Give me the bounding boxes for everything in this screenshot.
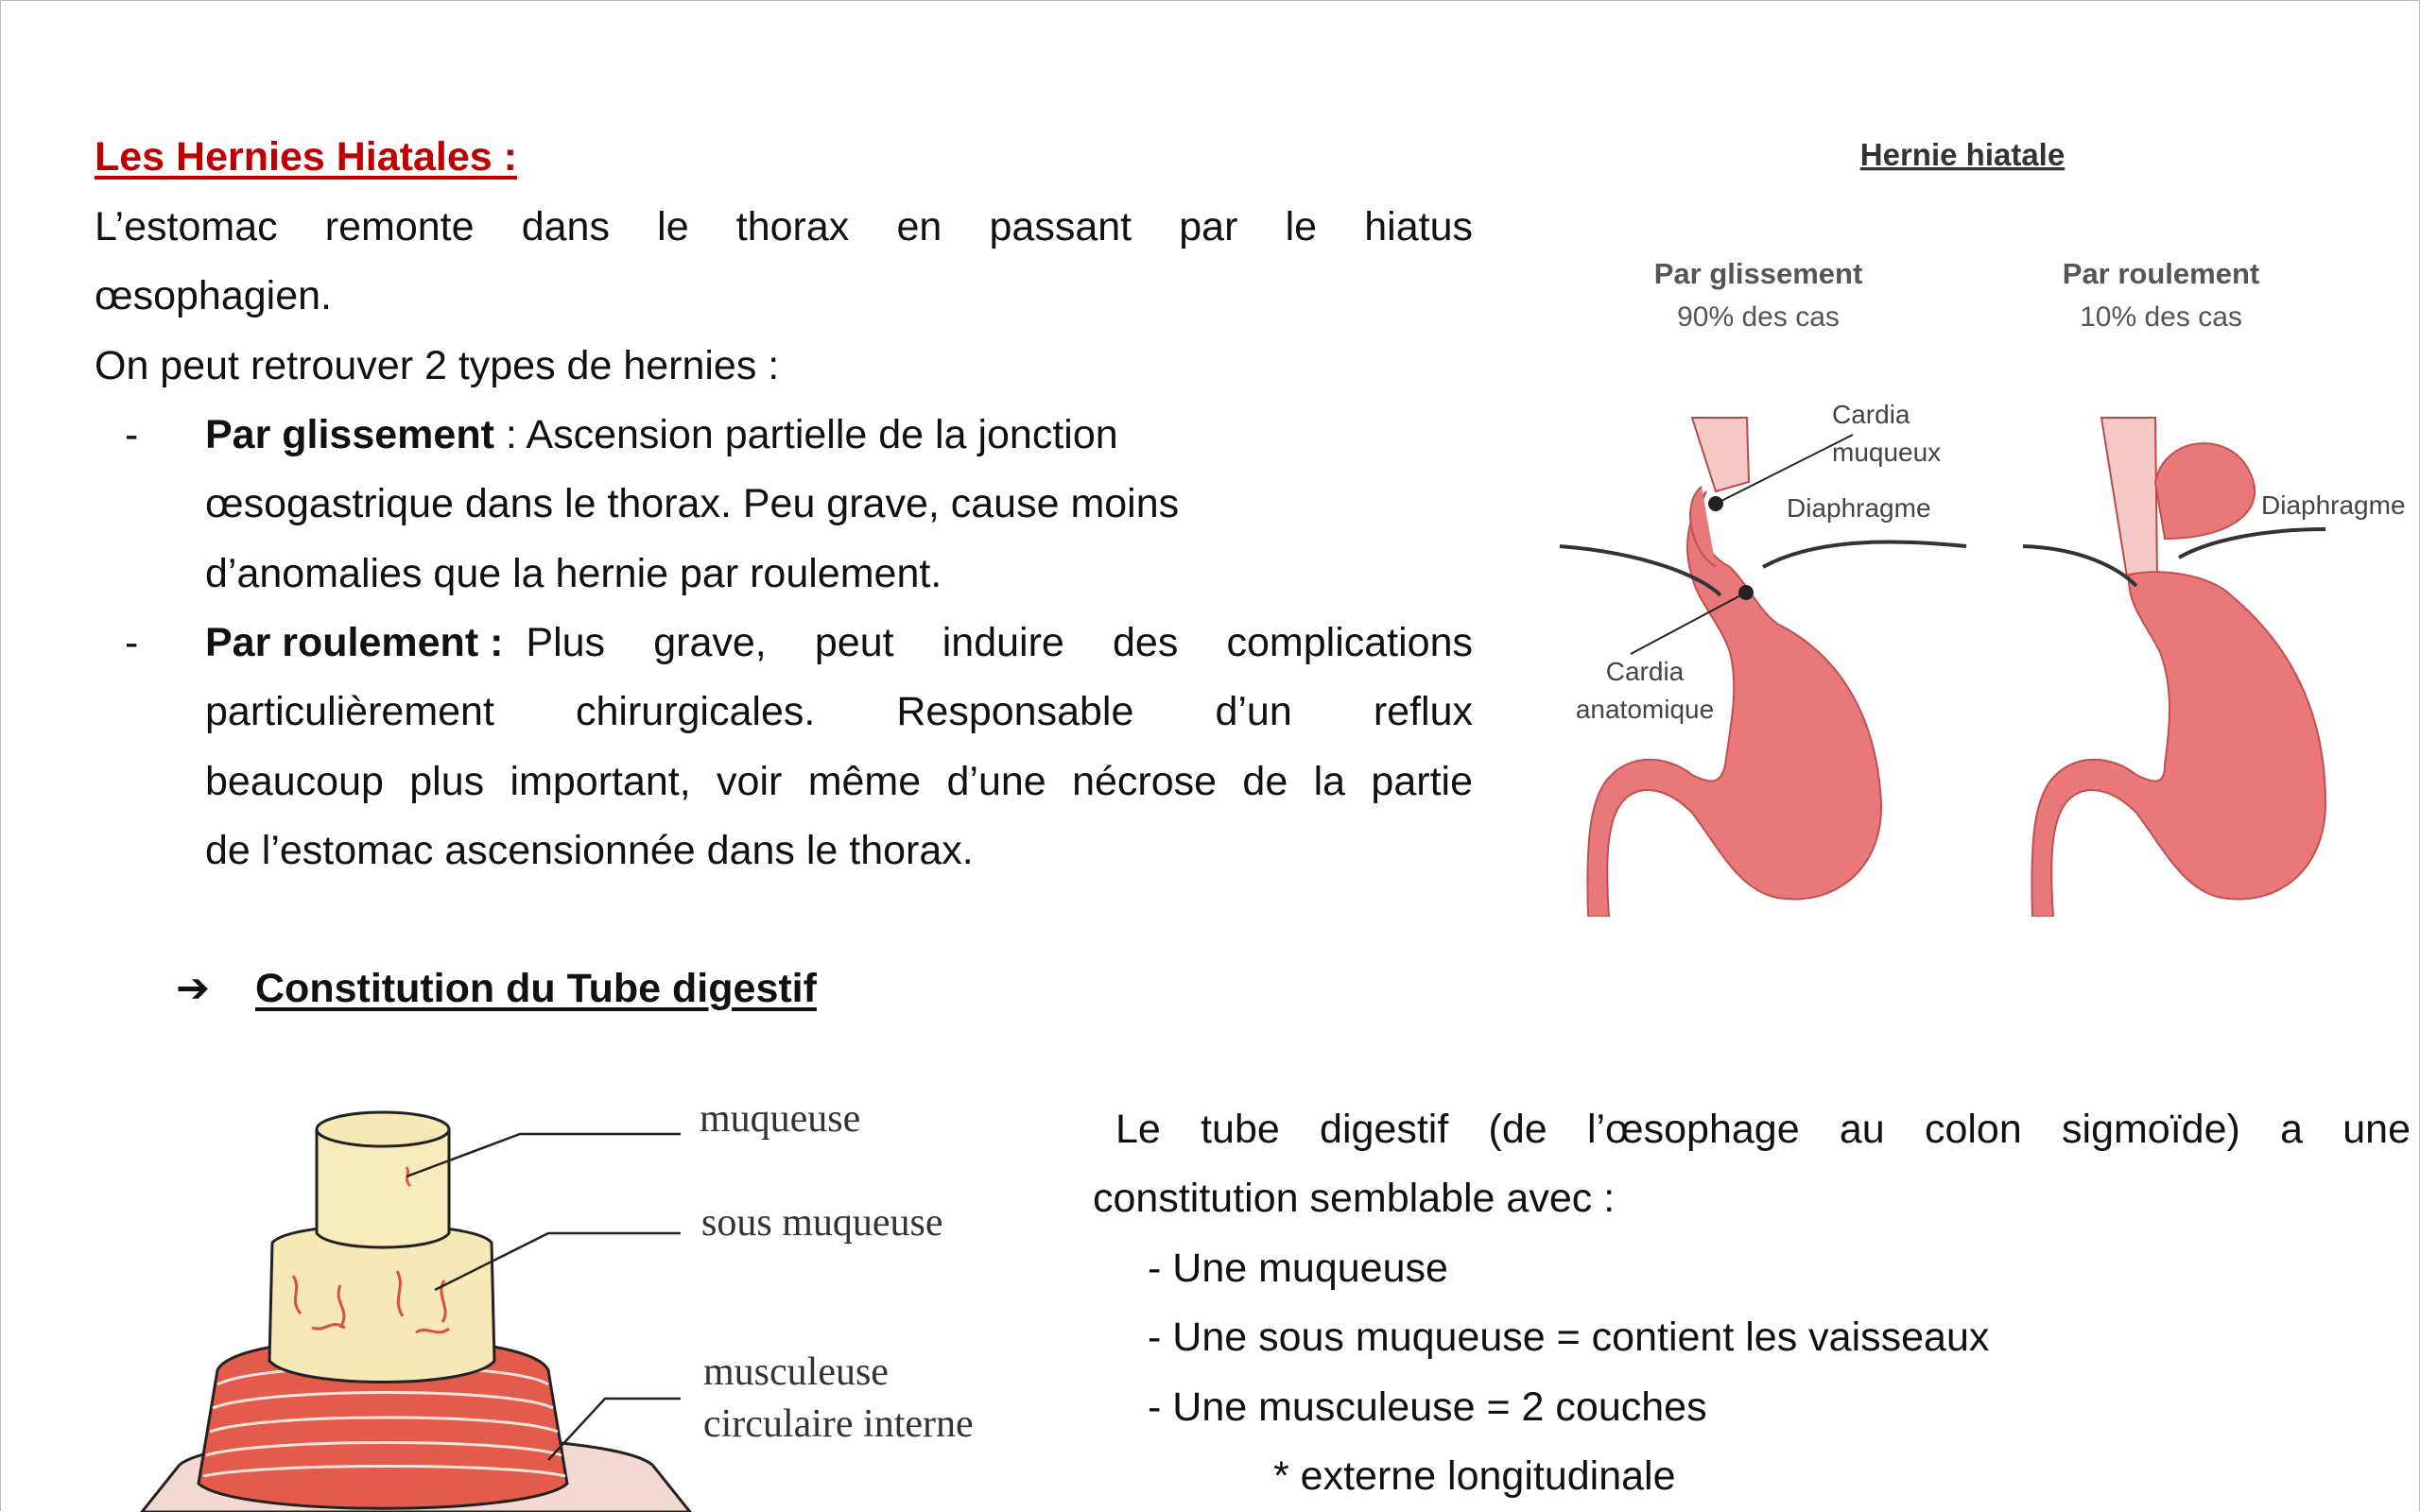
bullet-1-line-2: œsogastrique dans le thorax. Peu grave, cause moins [205, 481, 1180, 526]
figure-title: Hernie hiatale [1859, 137, 2066, 172]
bullet-2-line-2: particulièrement chirurgicales. Responsable d’un reflux [205, 689, 1473, 734]
bullet-dash-2: - [125, 620, 139, 665]
diaphragm-left-line-2 [1763, 541, 1966, 567]
intro-line-2: œsophagien. [95, 273, 332, 318]
left-type-percent: 90% des cas [1677, 301, 1840, 333]
label-cardia-anatomique-2: anatomique [1575, 695, 1715, 724]
section-title-hernies: Les Hernies Hiatales : [95, 134, 517, 180]
types-intro: On peut retrouver 2 types de hernies : [95, 343, 780, 388]
diaphragm-right-line [2023, 546, 2136, 586]
tube-digestif-figure [113, 1087, 1059, 1512]
label-cardia-anatomique-1: Cardia [1605, 657, 1685, 686]
bullet-1-sep: : [493, 412, 527, 457]
bullet-2-line-4: de l’estomac ascensionnée dans le thorax. [205, 828, 974, 873]
label-cardia-muqueux-2: muqueux [1832, 438, 1942, 467]
label-musculeuse: musculeuse [703, 1350, 889, 1394]
intro-line-1: L’estomac remonte dans le thorax en passant par le hiatus [95, 204, 1473, 249]
right-type-percent: 10% des cas [2080, 301, 2242, 333]
section-title-constitution: Constitution du Tube digestif [255, 966, 817, 1011]
bullet-1-text: Ascension partielle de la jonction [526, 412, 1118, 457]
tube-sublist-item-1: * externe longitudinale [1273, 1453, 1676, 1499]
label-sous-muqueuse: sous muqueuse [701, 1201, 943, 1245]
bullet-1-term: Par glissement [205, 412, 494, 457]
arrow-icon: ➔ [176, 966, 211, 1011]
label-diaphragme-left: Diaphragme [1787, 493, 1931, 523]
tube-para-line-2: constitution semblable avec : [1093, 1176, 1616, 1221]
label-muqueuse: muqueuse [700, 1097, 861, 1141]
left-type-label: Par glissement [1653, 257, 1863, 290]
bullet-2-line-3: beaucoup plus important, voir même d’une nécrose de la partie [205, 759, 1473, 804]
tube-para-line-1: Le tube digestif (de l’œsophage au colon sigmoïde) a une [1115, 1107, 2411, 1152]
bullet-dash-1: - [125, 412, 139, 457]
tube-list-item-3: - Une musculeuse = 2 couches [1148, 1384, 1707, 1430]
label-circulaire-interne: circulaire interne [703, 1402, 974, 1446]
bullet-1-line-1 [205, 400, 1118, 470]
bullet-2-text: Plus grave, peut induire des complications [526, 620, 1473, 665]
tube-list-item-2: - Une sous muqueuse = contient les vaisseaux [1148, 1314, 1990, 1360]
label-diaphragme-right: Diaphragme [2261, 490, 2406, 520]
label-cardia-muqueux-1: Cardia [1832, 400, 1910, 429]
bullet-2-line-1 [205, 608, 1473, 678]
hernie-hiatale-figure [1550, 123, 2420, 917]
right-type-label: Par roulement [2062, 257, 2260, 290]
bullet-2-term: Par roulement : [205, 620, 504, 665]
bullet-1-line-3: d’anomalies que la hernie par roulement. [205, 551, 942, 596]
tube-list-item-1: - Une muqueuse [1148, 1246, 1448, 1291]
